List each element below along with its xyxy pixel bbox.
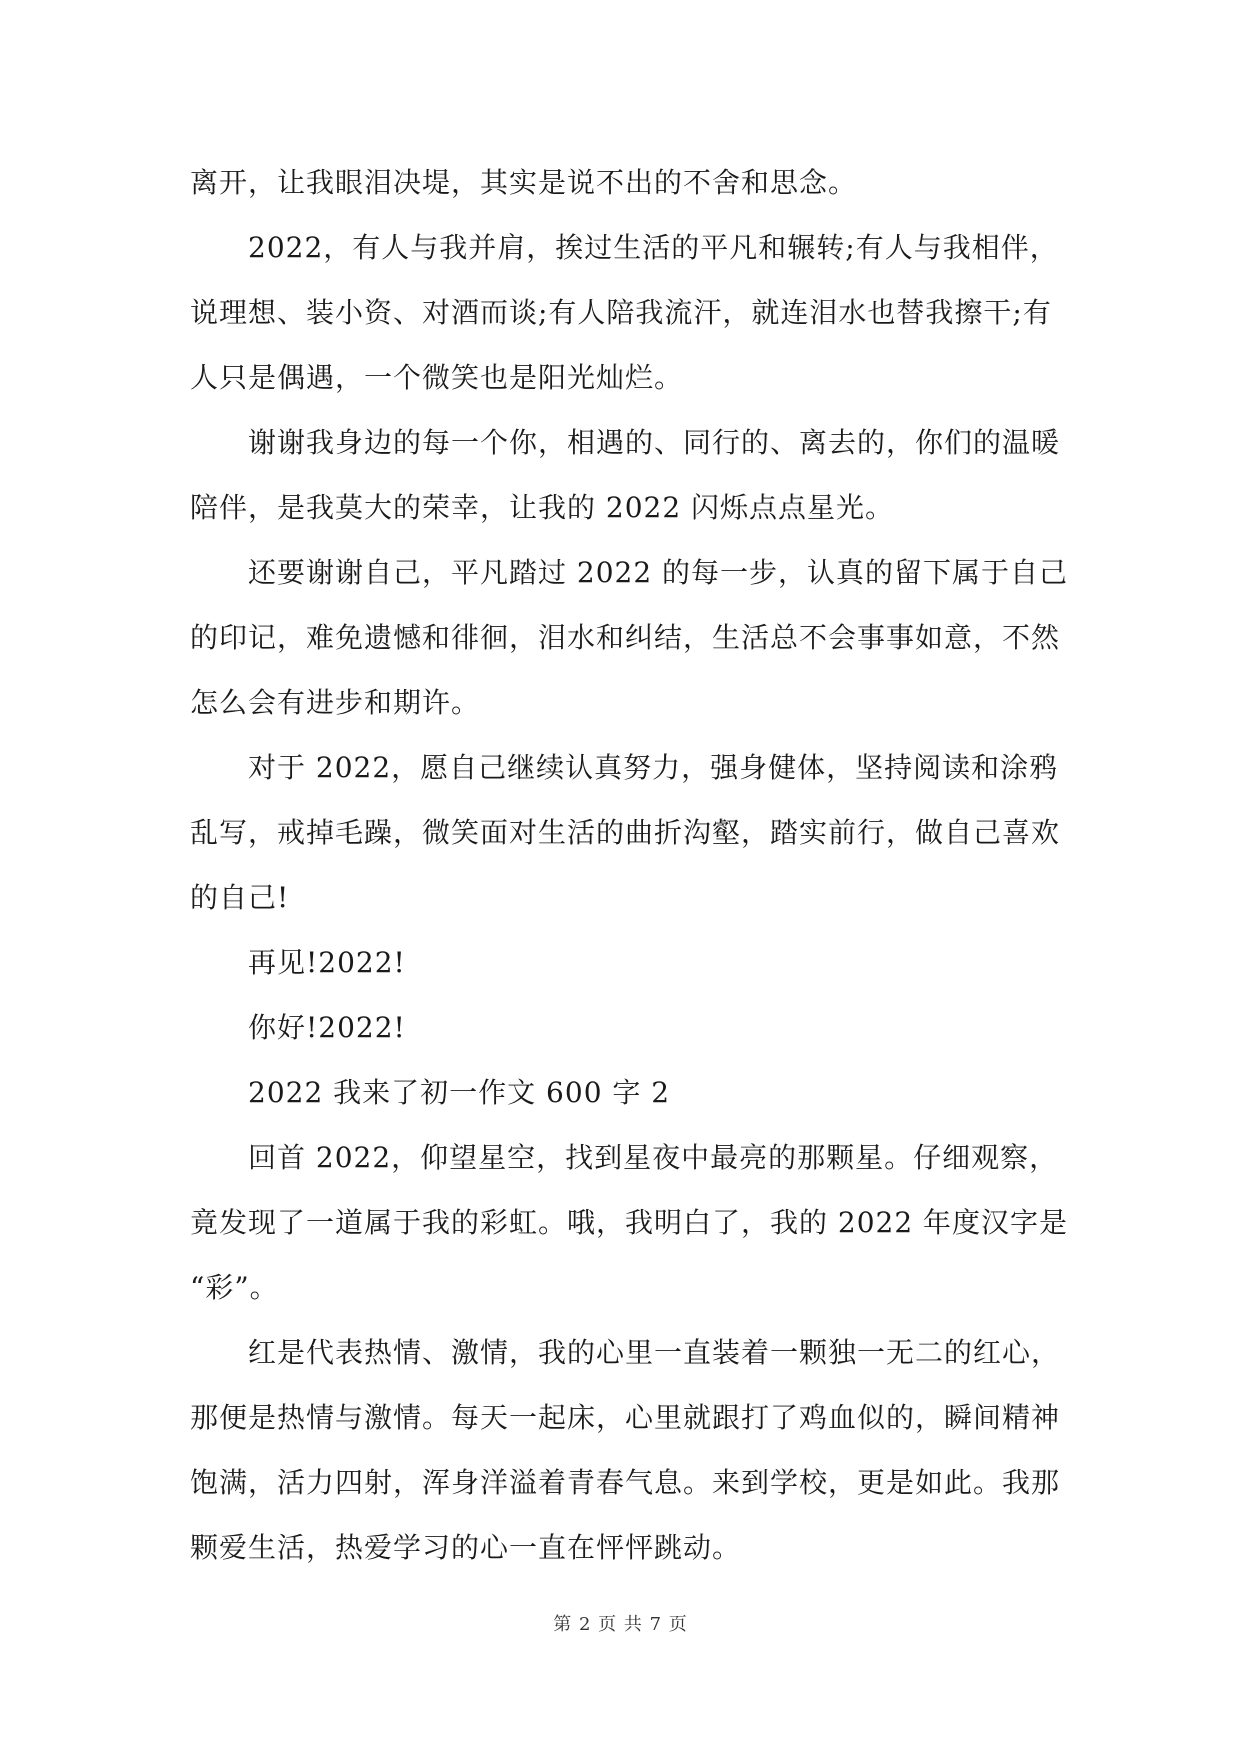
text-line: 再见!2022! <box>248 946 406 979</box>
text-line: 红是代表热情、激情，我的心里一直装着一颗独一无二的红心， <box>248 1336 1061 1369</box>
text-line: 你好!2022! <box>248 1011 406 1044</box>
text-line: 谢谢我身边的每一个你，相遇的、同行的、离去的，你们的温暖 <box>248 426 1061 459</box>
text-line: 竟发现了一道属于我的彩虹。哦，我明白了，我的 2022 年度汉字是 <box>190 1206 1069 1239</box>
text-line: 陪伴，是我莫大的荣幸，让我的 2022 闪烁点点星光。 <box>190 491 895 524</box>
text-line: “彩”。 <box>190 1271 279 1304</box>
text-line: 颗爱生活，热爱学习的心一直在怦怦跳动。 <box>190 1531 742 1564</box>
text-line: 的自己! <box>190 881 290 914</box>
text-line: 说理想、装小资、对酒而谈;有人陪我流汗，就连泪水也替我擦干;有 <box>190 296 1052 329</box>
document-page <box>190 150 1069 1580</box>
text-line: 还要谢谢自己，平凡踏过 2022 的每一步，认真的留下属于自己 <box>248 556 1069 589</box>
text-line: 回首 2022，仰望星空，找到星夜中最亮的那颗星。仔细观察， <box>248 1141 1059 1174</box>
text-line: 那便是热情与激情。每天一起床，心里就跟打了鸡血似的，瞬间精神 <box>190 1401 1061 1434</box>
text-line: 对于 2022，愿自己继续认真努力，强身健体，坚持阅读和涂鸦 <box>248 751 1059 784</box>
text-line: 2022，有人与我并肩，挨过生活的平凡和辗转;有人与我相伴， <box>248 231 1059 264</box>
text-line: 人只是偶遇，一个微笑也是阳光灿烂。 <box>190 361 684 394</box>
text-line: 的印记，难免遗憾和徘徊，泪水和纠结，生活总不会事事如意，不然 <box>190 621 1061 654</box>
text-line: 怎么会有进步和期许。 <box>190 686 481 719</box>
text-line: 离开，让我眼泪决堤，其实是说不出的不舍和思念。 <box>190 166 858 199</box>
text-line: 饱满，活力四射，浑身洋溢着青春气息。来到学校，更是如此。我那 <box>190 1466 1061 1499</box>
section-heading: 2022 我来了初一作文 600 字 2 <box>248 1076 671 1109</box>
page-number: 第 2 页 共 7 页 <box>553 1614 688 1635</box>
text-line: 乱写，戒掉毛躁，微笑面对生活的曲折沟壑，踏实前行，做自己喜欢 <box>190 816 1061 849</box>
